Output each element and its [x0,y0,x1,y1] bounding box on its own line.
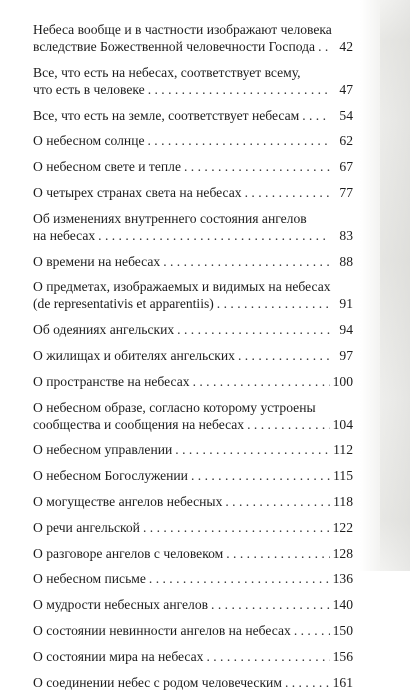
page-number: 140 [332,597,353,613]
toc-entry [33,674,353,691]
dot-leader [217,295,330,312]
toc-entry-title-line: О небесном образе, согласно которому устроены [33,399,316,415]
dot-leader [285,674,330,691]
dot-leader [184,158,330,175]
toc-entry-title-line: Все, что есть на земле, соответствует небесам [33,107,300,123]
toc-entry [33,210,353,244]
dot-leader [247,416,330,433]
table-of-contents [33,21,353,699]
toc-entry-title-line: Небеса вообще и в частности изображают человека [33,22,332,37]
toc-entry [33,596,353,613]
page-number: 112 [333,442,353,458]
page-number: 115 [333,468,353,484]
dot-leader [193,373,330,390]
toc-entry [33,519,353,536]
page-number: 91 [339,296,353,312]
page-number: 156 [332,648,353,664]
page-number: 97 [339,347,353,363]
dot-leader [294,622,330,639]
dot-leader [191,467,330,484]
page-number: 122 [332,519,353,535]
toc-entry [33,493,353,510]
dot-leader [225,493,330,510]
dot-leader [163,253,330,270]
toc-entry [33,441,353,458]
toc-entry [33,21,353,55]
toc-entry-title-line: О пространстве на небесах [33,373,190,389]
toc-entry-title-line: О мудрости небесных ангелов [33,597,209,613]
toc-entry [33,278,353,312]
toc-entry [33,107,353,124]
toc-entry-title-line: О времени на небесах [33,253,161,269]
page-number: 83 [339,227,353,243]
page-number: 42 [339,39,353,54]
toc-entry [33,64,353,98]
page-number: 161 [332,674,353,690]
toc-entry-title-line: О небесном письме [33,571,146,587]
toc-entry [33,132,353,149]
toc-entry-title-line: (de representativis et apparentiis) [33,296,214,312]
toc-entry-title-line: Об одеяниях ангельских [33,322,175,338]
dot-leader [143,519,330,536]
toc-entry-title-line: О жилищах и обителях ангельских [33,347,235,363]
page-number: 128 [332,545,353,561]
dot-leader [148,81,330,98]
toc-entry [33,622,353,639]
toc-entry-title-line: О предметах, изображаемых и видимых на небесах [33,279,331,295]
page-number: 54 [339,107,353,123]
dot-leader [318,38,330,55]
toc-entry [33,467,353,484]
dot-leader [149,570,330,587]
toc-entry-title-line: О состоянии мира на небесах [33,648,204,664]
facing-page-edge [380,0,410,571]
page-number: 150 [332,622,353,638]
dot-leader [148,132,331,149]
toc-entry [33,399,353,433]
page-number: 94 [339,322,353,338]
dot-leader [245,184,330,201]
dot-leader [98,227,330,244]
toc-entry-title-line: Об изменениях внутреннего состояния ангелов [33,210,307,226]
toc-entry [33,570,353,587]
toc-entry-title-line: сообщества и сообщения на небесах [33,416,245,432]
page-number: 136 [332,571,353,587]
toc-entry-title-line: О соединении небес с родом человеческим [33,674,282,690]
toc-entry-title-line: О четырех странах света на небесах [33,184,242,200]
page-number: 67 [339,159,353,175]
page-number: 100 [332,373,353,389]
dot-leader [211,596,330,613]
page-number: 104 [332,416,353,432]
toc-entry-title-line: О небесном управлении [33,442,173,458]
toc-entry-title-line: О небесном солнце [33,133,145,149]
dot-leader [206,648,329,665]
page-number: 118 [333,493,353,509]
page-number: 47 [339,81,353,97]
dot-leader [226,545,329,562]
toc-entry-title-line: О разговоре ангелов с человеком [33,545,224,561]
toc-entry [33,253,353,270]
dot-leader [302,107,330,124]
toc-entry [33,321,353,338]
toc-entry-title-line: О речи ангельской [33,519,140,535]
toc-entry-title-line: О небесном свете и тепле [33,159,181,175]
toc-entry [33,545,353,562]
toc-entry-title-line: О могуществе ангелов небесных [33,493,223,509]
toc-entry-title-line: вследствие Божественной человечности Господа [33,39,316,54]
toc-entry-title-line: на небесах [33,227,96,243]
dot-leader [177,321,330,338]
toc-entry-title-line: Все, что есть на небесах, соответствует всему, [33,64,301,80]
page-number: 88 [339,253,353,269]
page-number: 77 [339,184,353,200]
dot-leader [238,347,330,364]
dot-leader [175,441,330,458]
toc-entry [33,648,353,665]
toc-entry [33,158,353,175]
page-number: 62 [339,133,353,149]
toc-entry-title-line: что есть в человеке [33,81,145,97]
toc-entry [33,184,353,201]
toc-entry [33,373,353,390]
toc-entry-title-line: О состоянии невинности ангелов на небесах [33,622,291,638]
toc-entry-title-line: О небесном Богослужении [33,468,188,484]
toc-entry [33,347,353,364]
